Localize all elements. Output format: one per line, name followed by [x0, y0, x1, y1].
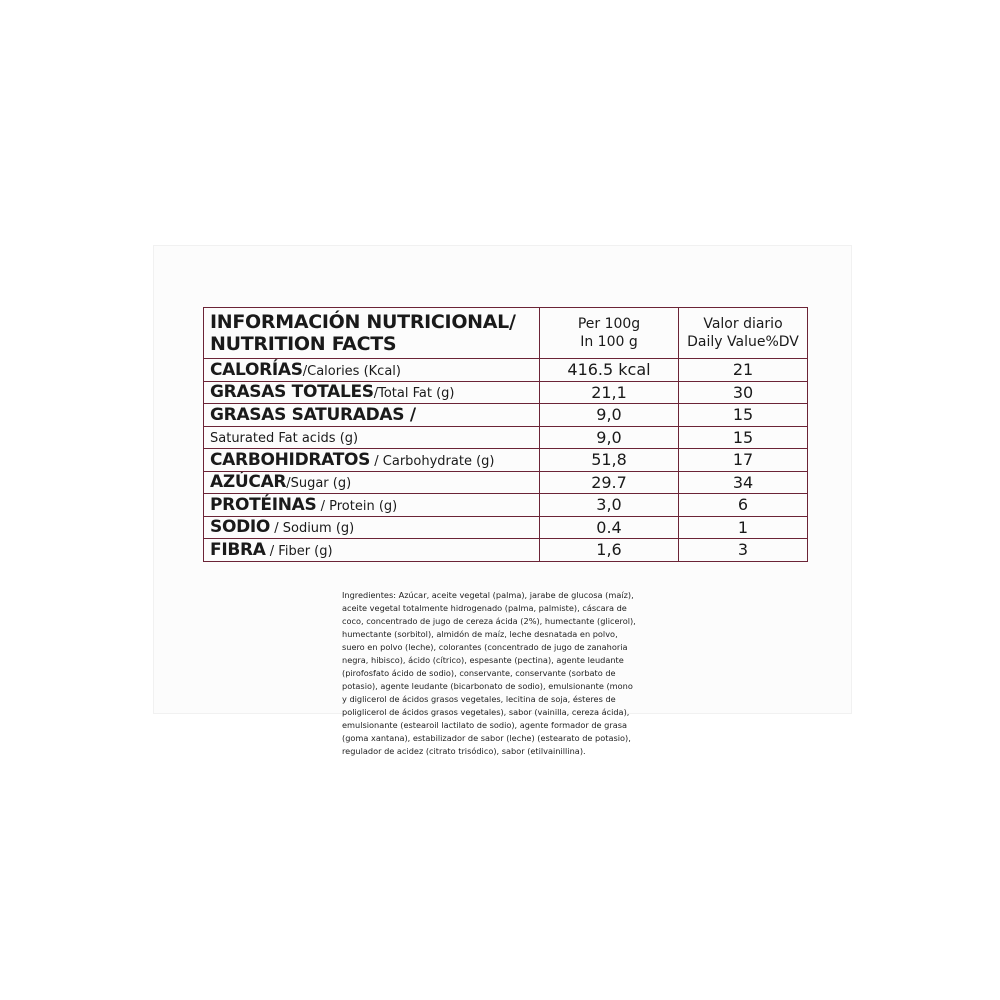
daily-value: 1 — [679, 516, 808, 539]
nutrient-name-es: FIBRA — [210, 539, 266, 560]
nutrient-name-en: / — [404, 404, 416, 425]
nutrient-label — [204, 539, 540, 562]
ingredients-line: poliglicerol de ácidos grasos vegetales), sabor (vainilla, cereza ácida), — [342, 707, 630, 717]
per-100g-value: 29.7 — [540, 471, 679, 494]
per-100g-line-1: Per 100g — [577, 316, 641, 332]
nutrient-name-es: GRASAS SATURADAS — [210, 404, 405, 425]
daily-value: 15 — [679, 404, 808, 427]
ingredients-line: (pirofosfato ácido de sodio), conservante, conservante (sorbato de — [342, 668, 616, 678]
per-100g-value: 1,6 — [540, 539, 679, 562]
nutrition-facts-table — [203, 307, 808, 562]
nutrient-name-en: / Protein (g) — [316, 498, 398, 514]
nutrient-name-en: /Total Fat (g) — [373, 386, 455, 402]
nutrient-name-en: / Carbohydrate (g) — [370, 453, 495, 469]
daily-value: 3 — [679, 539, 808, 562]
daily-value: 6 — [679, 494, 808, 517]
daily-value-line-2: Daily Value%DV — [687, 334, 799, 350]
daily-value-line-1: Valor diario — [703, 316, 783, 332]
ingredients-line: y diglicerol de ácidos grasos vegetales, lecitina de soja, ésteres de — [342, 694, 616, 704]
nutrient-name-es: AZÚCAR — [210, 472, 287, 493]
ingredients-line: negra, hibisco), ácido (cítrico), espesante (pectina), agente leudante — [342, 655, 624, 665]
table-row — [204, 516, 808, 539]
daily-value: 17 — [679, 449, 808, 472]
table-row — [204, 539, 808, 562]
ingredients-line: suero en polvo (leche), colorantes (concentrado de jugo de zanahoria — [342, 642, 628, 652]
table-row — [204, 404, 808, 427]
ingredients-line: aceite vegetal totalmente hidrogenado (palma, palmiste), cáscara de — [342, 603, 627, 613]
daily-value: 30 — [679, 381, 808, 404]
per-100g-value: 21,1 — [540, 381, 679, 404]
ingredients-line: Ingredientes: Azúcar, aceite vegetal (palma), jarabe de glucosa (maíz), — [342, 590, 634, 600]
ingredients-line: humectante (sorbitol), almidón de maíz, leche desnatada en polvo, — [342, 629, 618, 639]
nutrient-name-es: CARBOHIDRATOS — [210, 449, 371, 470]
table-row — [204, 494, 808, 517]
per-100g-value: 51,8 — [540, 449, 679, 472]
table-row — [204, 381, 808, 404]
nutrient-label — [204, 494, 540, 517]
table-row — [204, 426, 808, 449]
nutrient-name-en: /Calories (Kcal) — [302, 363, 401, 379]
table-header-row — [204, 308, 808, 359]
ingredients-line: coco, concentrado de jugo de cereza ácida (2%), humectante (glicerol), — [342, 616, 636, 626]
ingredients-line: (goma xantana), estabilizador de sabor (leche) (estearato de potasio), — [342, 733, 631, 743]
daily-value: 34 — [679, 471, 808, 494]
daily-value-header — [679, 308, 808, 359]
nutrient-name-es: SODIO — [210, 517, 271, 538]
nutrient-label — [204, 359, 540, 382]
per-100g-value: 9,0 — [540, 404, 679, 427]
per-100g-value: 0.4 — [540, 516, 679, 539]
table-row — [204, 471, 808, 494]
per-100g-line-2: In 100 g — [580, 334, 638, 350]
nutrient-label — [204, 381, 540, 404]
nutrient-label — [204, 404, 540, 427]
nutrient-name-en: / Fiber (g) — [265, 543, 333, 559]
nutrient-name-en: Saturated Fat acids (g) — [210, 431, 359, 447]
nutrient-label — [204, 426, 540, 449]
nutrient-name-en: /Sugar (g) — [286, 476, 352, 492]
per-100g-value: 3,0 — [540, 494, 679, 517]
nutrient-name-en: / Sodium (g) — [270, 521, 355, 537]
nutrient-label — [204, 449, 540, 472]
table-row — [204, 449, 808, 472]
daily-value: 15 — [679, 426, 808, 449]
nutrient-label — [204, 471, 540, 494]
nutrient-name-es: CALORÍAS — [210, 359, 303, 380]
nutrient-name-es: PROTÉINAS — [210, 494, 317, 515]
table-row — [204, 359, 808, 382]
ingredients-line: emulsionante (estearoil lactilato de sodio), agente formador de grasa — [342, 720, 628, 730]
per-100g-value: 9,0 — [540, 426, 679, 449]
table-title — [204, 308, 540, 359]
per-100g-value: 416.5 kcal — [540, 359, 679, 382]
ingredients-text — [342, 589, 660, 758]
ingredients-line: regulador de acidez (citrato trisódico), sabor (etilvainillina). — [342, 746, 586, 756]
daily-value: 21 — [679, 359, 808, 382]
ingredients-line: potasio), agente leudante (bicarbonato de sodio), emulsionante (mono — [342, 681, 633, 691]
nutrient-name-es: GRASAS TOTALES — [210, 382, 374, 403]
nutrient-label — [204, 516, 540, 539]
title-line-2: NUTRITION FACTS — [210, 333, 397, 355]
per-100g-header — [540, 308, 679, 359]
title-line-1: INFORMACIÓN NUTRICIONAL/ — [210, 311, 516, 333]
